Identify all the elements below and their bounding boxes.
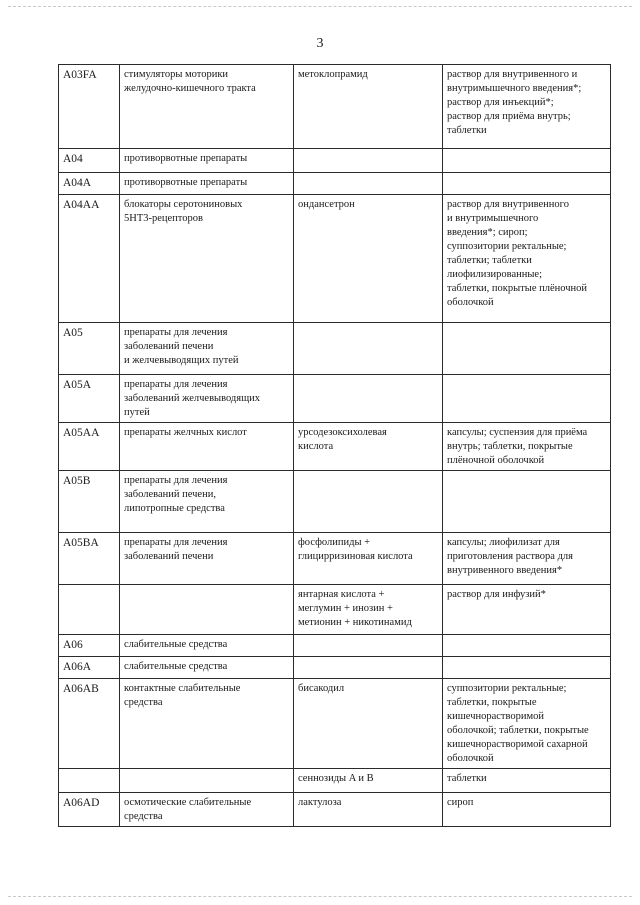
dosage-form-line: капсулы; суспензия для приёма [447,427,588,438]
dosage-form-line: внутримышечного введения*; [447,83,582,94]
atc-code-cell: A06 [59,635,120,657]
dosage-form-line: оболочкой [447,297,494,308]
drug-name-cell [294,769,443,793]
dosage-forms-cell [443,533,611,585]
table-row [59,657,611,679]
atc-code-cell [59,769,120,793]
dosage-form-line: раствор для приёма внутрь; [447,111,571,122]
atc-code-cell: A05A [59,375,120,423]
dosage-form-line: оболочкой; таблетки, покрытые [447,725,589,736]
dosage-form-line: оболочкой [447,753,494,764]
drug-name-cell [294,679,443,769]
dosage-form-line: внутривенного введения* [447,565,563,576]
drug-line: меглумин + инозин + [298,603,393,614]
drug-line: лактулоза [298,797,342,808]
group-line: средства [124,697,163,708]
atc-code-cell: A04A [59,173,120,195]
table-row [59,149,611,173]
group-line: противорвотные препараты [124,153,248,164]
group-line: стимуляторы моторики [124,69,229,80]
group-name-cell [120,533,294,585]
table-row [59,423,611,471]
dosage-forms-cell [443,585,611,635]
drug-name-cell [294,375,443,423]
group-name-cell [120,173,294,195]
dosage-forms-cell [443,793,611,827]
drug-name-cell [294,635,443,657]
drug-name-cell [294,423,443,471]
page-edge-bottom [8,896,632,897]
group-line: заболеваний печени [124,341,214,352]
drug-line: метоклопрамид [298,69,368,80]
table-row [59,679,611,769]
dosage-form-line: введения*; сироп; [447,227,528,238]
drug-name-cell [294,533,443,585]
drug-line: кислота [298,441,334,452]
group-line: препараты для лечения [124,537,228,548]
drug-name-cell [294,585,443,635]
dosage-form-line: таблетки [447,125,487,136]
group-name-cell [120,195,294,323]
group-line: заболеваний желчевыводящих [124,393,261,404]
dosage-form-line: раствор для внутривенного и [447,69,578,80]
group-name-cell [120,423,294,471]
drug-name-cell [294,323,443,375]
dosage-forms-cell [443,65,611,149]
dosage-form-line: таблетки, покрытые плёночной [447,283,588,294]
atc-code-cell: A06A [59,657,120,679]
group-line: и желчевыводящих путей [124,355,239,366]
atc-code-cell: A06AD [59,793,120,827]
group-line: заболеваний печени, [124,489,216,500]
drug-name-cell [294,195,443,323]
drug-name-cell [294,149,443,173]
dosage-form-line: и внутримышечного [447,213,539,224]
atc-code-cell: A05B [59,471,120,533]
group-line: слабительные средства [124,661,228,672]
dosage-form-line: раствор для внутривенного [447,199,569,210]
table-row [59,533,611,585]
drug-line: метионин + никотинамид [298,617,412,628]
dosage-form-line: капсулы; лиофилизат для [447,537,560,548]
drug-line: фосфолипиды + [298,537,371,548]
table-row [59,323,611,375]
dosage-forms-cell [443,195,611,323]
group-name-cell [120,769,294,793]
atc-code-cell: A05BA [59,533,120,585]
dosage-form-line: таблетки, покрытые [447,697,537,708]
table-row [59,173,611,195]
group-line: препараты для лечения [124,379,228,390]
dosage-forms-cell [443,679,611,769]
drug-line: ондансетрон [298,199,355,210]
group-name-cell [120,657,294,679]
atc-code-cell [59,585,120,635]
group-line: слабительные средства [124,639,228,650]
table-row [59,793,611,827]
group-name-cell [120,65,294,149]
group-line: препараты для лечения [124,327,228,338]
dosage-forms-cell [443,471,611,533]
drug-name-cell [294,173,443,195]
group-line: блокаторы серотониновых [124,199,243,210]
dosage-forms-cell [443,635,611,657]
group-line: липотропные средства [124,503,225,514]
group-line: средства [124,811,163,822]
drug-name-cell [294,471,443,533]
dosage-form-line: кишечнорастворимой [447,711,545,722]
group-line: путей [124,407,150,418]
atc-code-cell: A04AA [59,195,120,323]
dosage-form-line: кишечнорастворимой сахарной [447,739,588,750]
dosage-forms-cell [443,173,611,195]
group-name-cell [120,635,294,657]
table-row [59,585,611,635]
group-line: заболеваний печени [124,551,214,562]
drug-name-cell [294,793,443,827]
dosage-forms-cell [443,375,611,423]
drug-line: урсодезоксихолевая [298,427,387,438]
dosage-form-line: раствор для инфузий* [447,589,546,600]
dosage-form-line: приготовления раствора для [447,551,573,562]
dosage-form-line: таблетки [447,773,487,784]
drug-line: глицирризиновая кислота [298,551,413,562]
group-name-cell [120,323,294,375]
dosage-form-line: суппозитории ректальные; [447,683,567,694]
drug-line: бисакодил [298,683,345,694]
dosage-forms-cell [443,423,611,471]
group-name-cell [120,471,294,533]
dosage-form-line: таблетки; таблетки [447,255,532,266]
group-line: препараты желчных кислот [124,427,247,438]
dosage-form-line: суппозитории ректальные; [447,241,567,252]
dosage-forms-cell [443,769,611,793]
dosage-forms-cell [443,149,611,173]
drug-name-cell [294,65,443,149]
dosage-form-line: внутрь; таблетки, покрытые [447,441,573,452]
table-row [59,375,611,423]
drug-classification-table [58,64,611,827]
dosage-form-line: сироп [447,797,474,808]
dosage-forms-cell [443,657,611,679]
group-line: контактные слабительные [124,683,241,694]
table-row [59,635,611,657]
atc-code-cell: A06AB [59,679,120,769]
atc-code-cell: A04 [59,149,120,173]
group-name-cell [120,679,294,769]
atc-code-cell: A05AA [59,423,120,471]
group-line: осмотические слабительные [124,797,252,808]
drug-line: сеннозиды A и B [298,773,374,784]
group-line: препараты для лечения [124,475,228,486]
page-number: 3 [316,36,324,51]
table-row [59,65,611,149]
table-row [59,769,611,793]
drug-line: янтарная кислота + [298,589,385,600]
dosage-form-line: раствор для инъекций*; [447,97,554,108]
table-row [59,471,611,533]
group-name-cell [120,793,294,827]
atc-code-cell: A03FA [59,65,120,149]
group-line: 5HT3-рецепторов [124,213,203,224]
dosage-forms-cell [443,323,611,375]
group-name-cell [120,585,294,635]
dosage-form-line: плёночной оболочкой [447,455,545,466]
table-row [59,195,611,323]
group-name-cell [120,149,294,173]
group-line: противорвотные препараты [124,177,248,188]
drug-name-cell [294,657,443,679]
page-edge-top [8,6,632,7]
dosage-form-line: лиофилизированные; [447,269,543,280]
atc-code-cell: A05 [59,323,120,375]
group-name-cell [120,375,294,423]
group-line: желудочно-кишечного тракта [124,83,256,94]
